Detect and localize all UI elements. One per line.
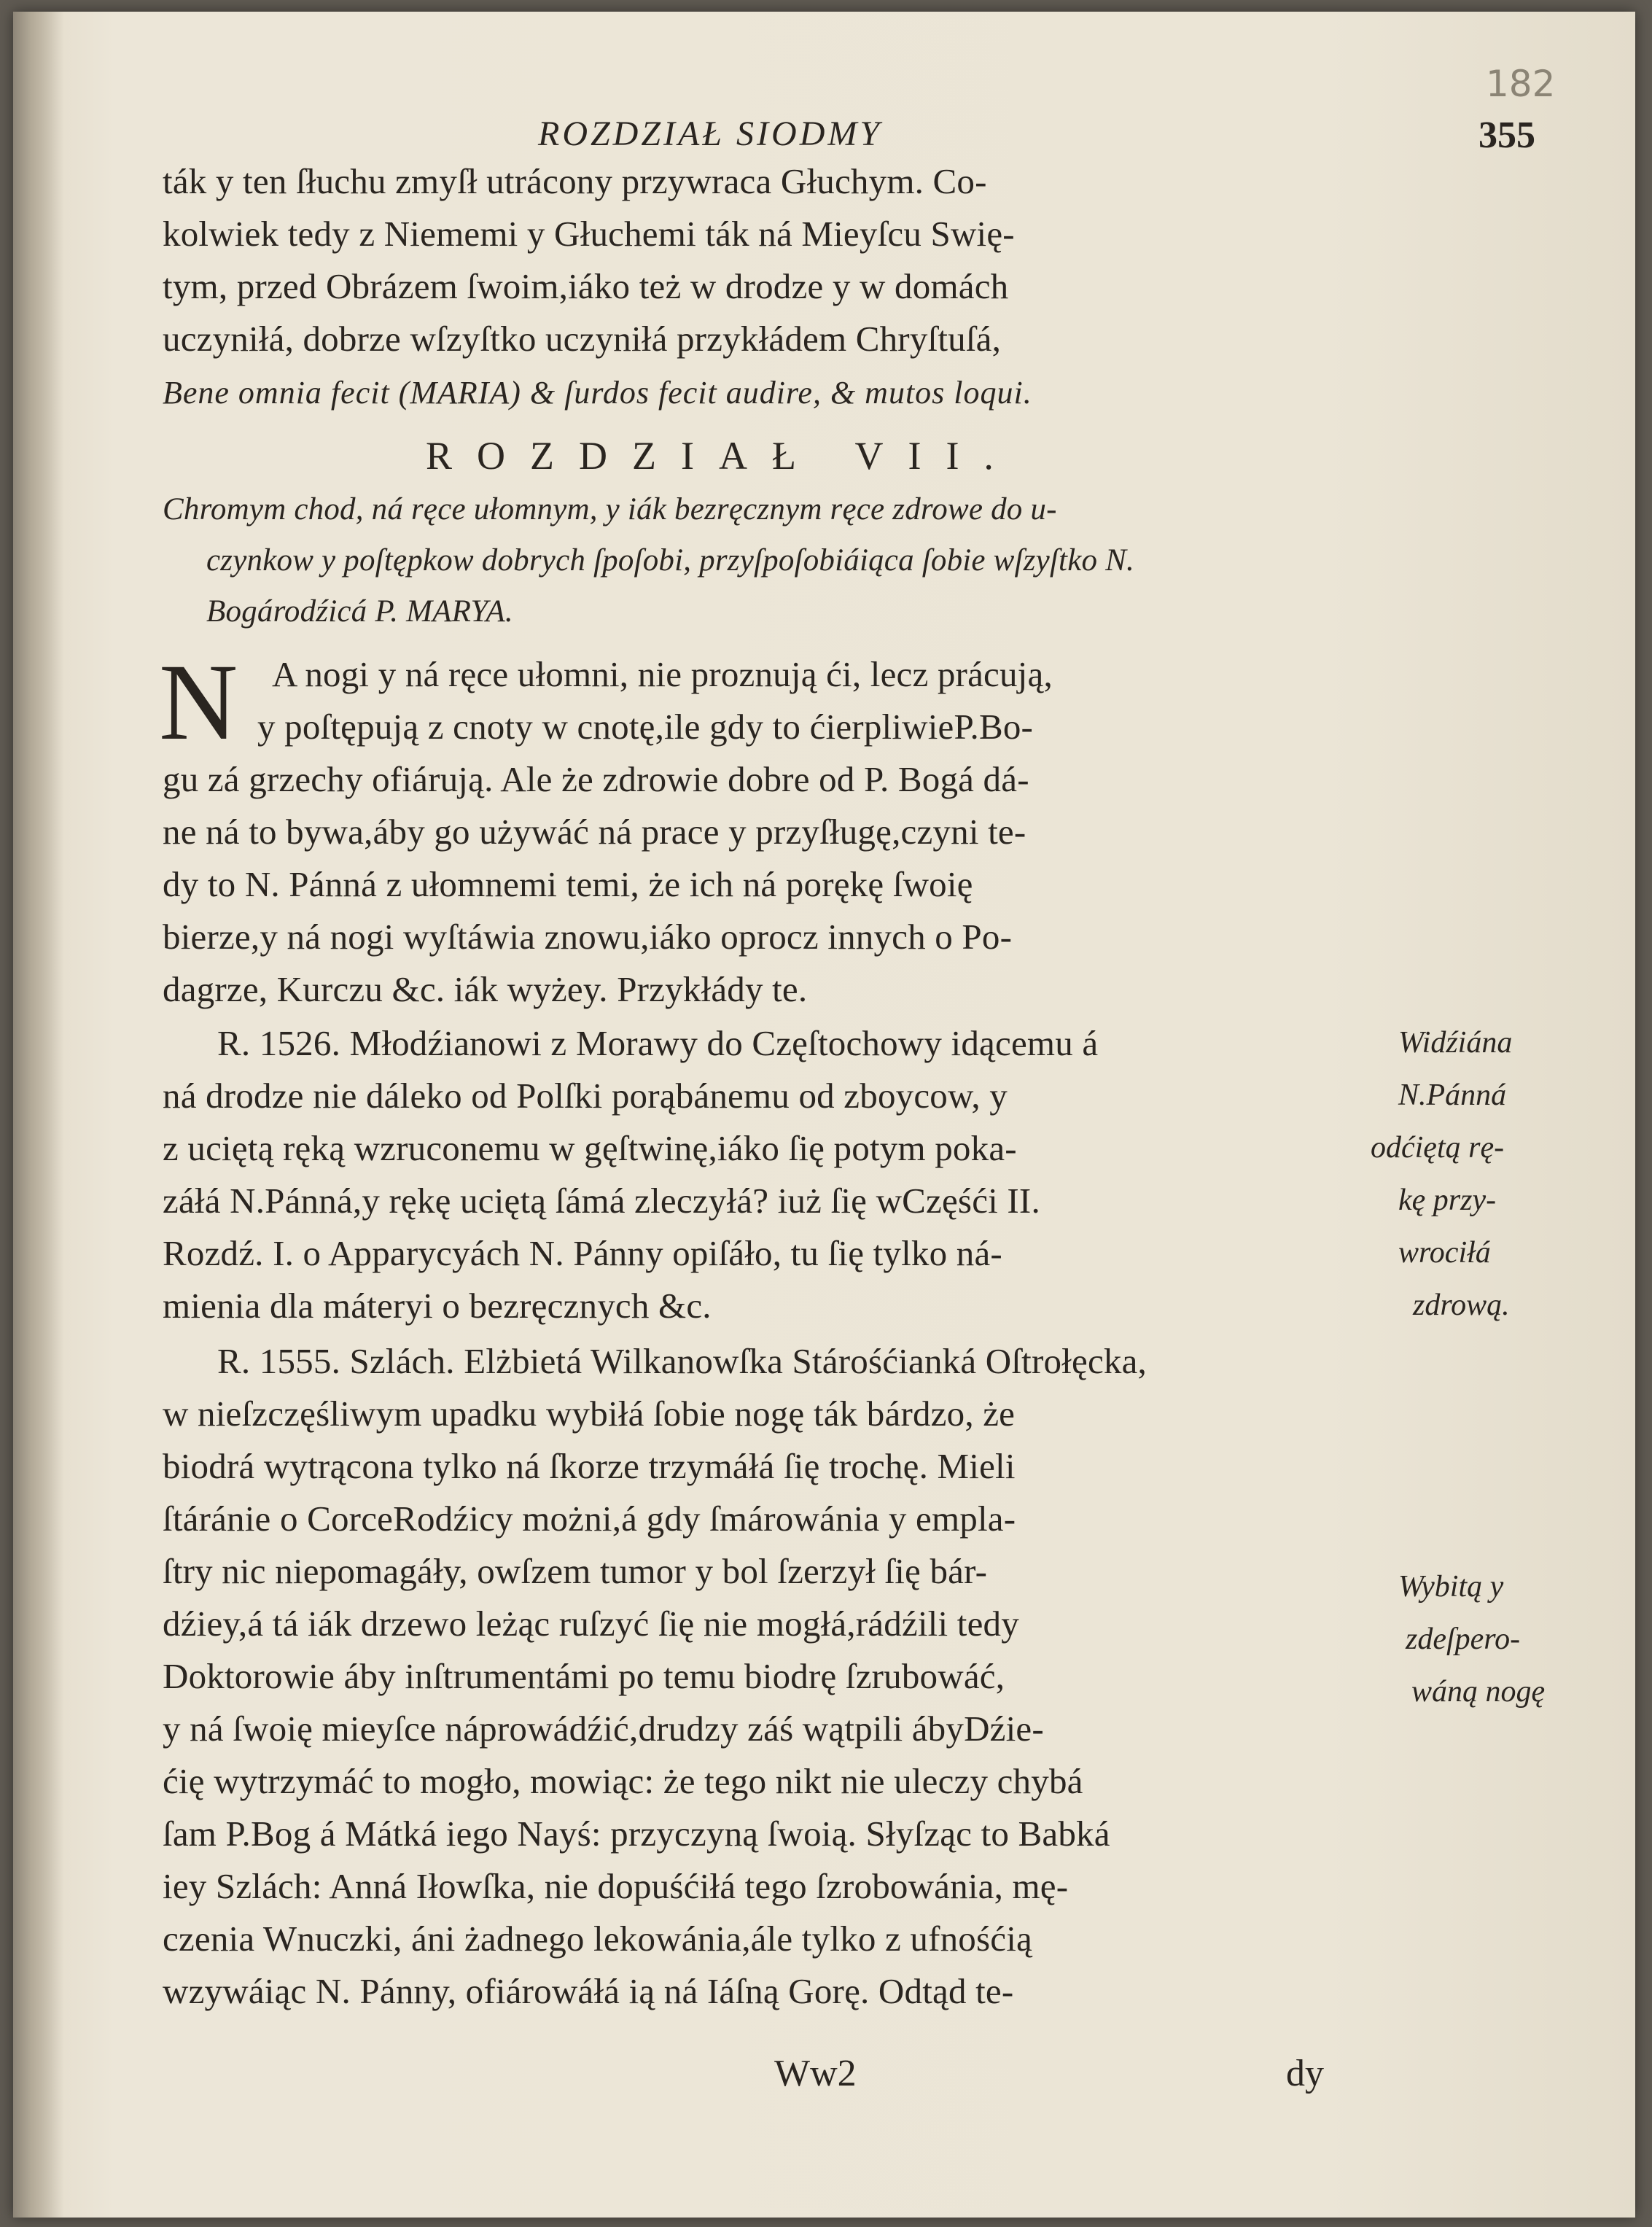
text-line: R. 1526. Młodźianowi z Morawy do Częſtochowy idącemu á <box>217 1023 1099 1063</box>
text-line: dźiey,á tá iák drzewo leżąc ruſzyć ſię nie mogłá,rádźili tedy <box>163 1604 1019 1644</box>
folio-mark: 182 <box>1486 63 1556 105</box>
text-line: w nieſzczęśliwym upadku wybiłá ſobie nogę ták bárdzo, że <box>163 1394 1016 1434</box>
text-line: z uciętą ręką wzruconemu w gęſtwinę,iáko ſię potym poka- <box>163 1128 1017 1168</box>
margin-note: kę przy- <box>1398 1184 1497 1217</box>
text-line: bierze,y ná nogi wyſtáwia znowu,iáko oprocz innych o Po- <box>163 917 1013 957</box>
chapter-heading: ROZDZIAŁ VII. <box>426 434 1018 478</box>
summary-line: Chromym chod, ná ręce ułomnym, y iák bezręcznym ręce zdrowe do u- <box>163 492 1057 526</box>
text-line: gu zá grzechy ofiárują. Ale że zdrowie dobre od P. Bogá dá- <box>163 759 1029 799</box>
text-line: y ná ſwoię mieyſce náprowádźić,drudzy záś wątpili ábyDźie- <box>163 1709 1044 1749</box>
page-number: 355 <box>1478 114 1535 156</box>
text-line: A nogi y ná ręce ułomni, nie proznują ći, lecz prácują, <box>272 654 1053 694</box>
text-line: czenia Wnuczki, áni żadnego lekowánia,ále tylko z ufnośćią <box>163 1919 1032 1959</box>
signature-mark: Ww2 <box>774 2053 857 2094</box>
latin-quote: Bene omnia fecit (MARIA) & ſurdos fecit audire, & mutos loqui. <box>163 375 1032 411</box>
text-line: Rozdź. I. o Apparycyách N. Pánny opiſáło, tu ſię tylko ná- <box>163 1233 1002 1273</box>
margin-note: wrociłá <box>1398 1236 1491 1270</box>
text-line: dagrze, Kurczu &c. iák wyżey. Przykłády te. <box>163 969 808 1009</box>
margin-note: Wybitą y <box>1398 1570 1504 1604</box>
margin-note: zdrową. <box>1413 1289 1510 1322</box>
catchword: dy <box>1286 2053 1324 2094</box>
text-line: ná drodze nie dáleko od Polſki porąbánemu od zboycow, y <box>163 1076 1008 1116</box>
margin-note: Widźiána <box>1398 1026 1513 1060</box>
margin-note: odćiętą rę- <box>1371 1131 1505 1165</box>
text-line: dy to N. Pánná z ułomnemi temi, że ich ná porękę ſwoię <box>163 864 973 904</box>
text-line: ćię wytrzymáć to mogło, mowiąc: że tego nikt nie uleczy chybá <box>163 1761 1083 1801</box>
text-line: ſtry nic niepomagáły, owſzem tumor y bol ſzerzył ſię bár- <box>163 1551 988 1591</box>
text-line: y poſtępują z cnoty w cnotę,ile gdy to ćierpliwieP.Bo- <box>257 707 1034 747</box>
text-line: ne ná to bywa,áby go używáć ná prace y przyſługę,czyni te- <box>163 812 1026 852</box>
text-line: Doktorowie áby inſtrumentámi po temu biodrę ſzrubowáć, <box>163 1656 1005 1696</box>
text-line: ták y ten ſłuchu zmyſł utrácony przywraca Głuchym. Co- <box>163 161 987 201</box>
text-line: záłá N.Pánná,y rękę uciętą ſámá zleczyłá? iuż ſię wCzęśći II. <box>163 1181 1040 1221</box>
summary-line: czynkow y poſtępkow dobrych ſpoſobi, przyſpoſobiáiąca ſobie wſzyſtko N. <box>206 543 1134 578</box>
text-line: tym, przed Obrázem ſwoim,iáko też w drodze y w domách <box>163 266 1009 306</box>
text-line: ſam P.Bog á Mátká iego Nayś: przyczyną ſwoią. Słyſząc to Babká <box>163 1814 1110 1854</box>
text-line: wzywáiąc N. Pánny, ofiárowáłá ią ná Iáſną Gorę. Odtąd te- <box>163 1971 1014 2011</box>
book-page <box>13 12 1635 2218</box>
margin-note: zdeſpero- <box>1406 1622 1521 1656</box>
text-line: R. 1555. Szlách. Elżbietá Wilkanowſka Stárośćianká Oſtrołęcka, <box>217 1341 1147 1381</box>
margin-note: wáną nogę <box>1411 1675 1546 1709</box>
drop-cap: N <box>159 642 238 763</box>
running-head: ROZDZIAŁ SIODMY <box>538 114 883 153</box>
page-gutter <box>13 12 64 2218</box>
text-line: kolwiek tedy z Niememi y Głuchemi ták ná Mieyſcu Swię- <box>163 214 1015 254</box>
text-line: biodrá wytrącona tylko ná ſkorze trzymáłá ſię trochę. Mieli <box>163 1446 1016 1486</box>
summary-line: Bogárodźicá P. MARYA. <box>206 594 513 629</box>
margin-note: N.Pánná <box>1398 1078 1507 1112</box>
text-line: uczyniłá, dobrze wſzyſtko uczyniłá przykłádem Chryſtuſá, <box>163 319 1002 359</box>
text-line: ſtáránie o CorceRodźicy możni,á gdy ſmárowánia y empla- <box>163 1499 1016 1539</box>
text-line: mienia dla máteryi o bezręcznych &c. <box>163 1286 712 1326</box>
text-line: iey Szlách: Anná Iłowſka, nie dopuśćiłá tego ſzrobowánia, mę- <box>163 1866 1069 1906</box>
